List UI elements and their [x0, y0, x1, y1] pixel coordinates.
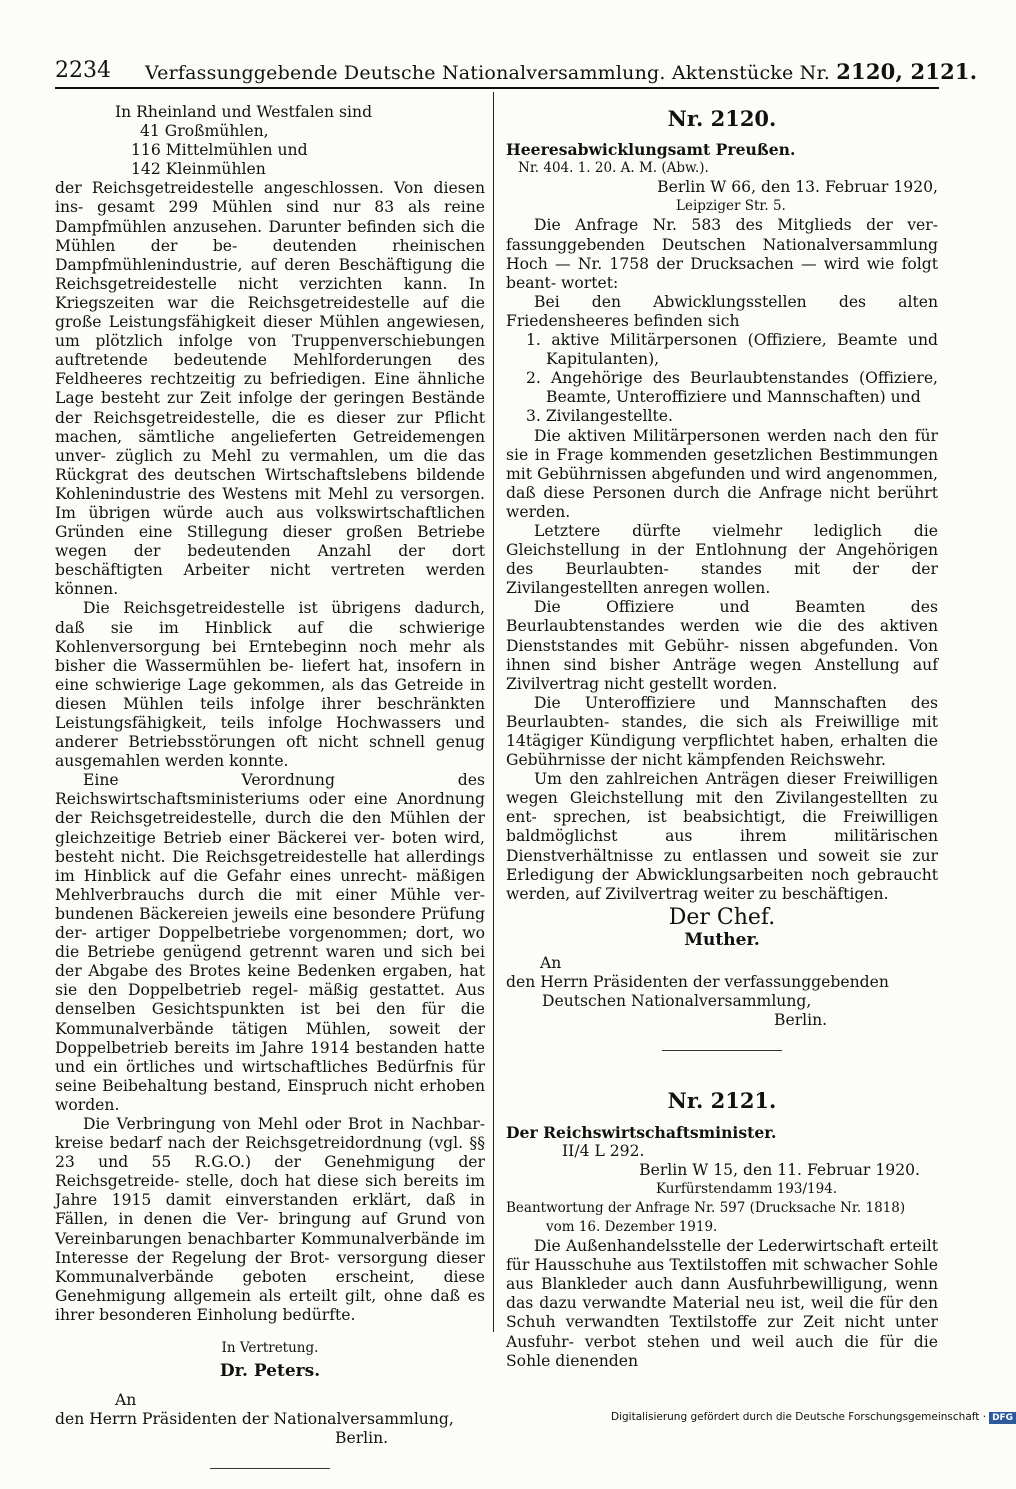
paragraph: Die Reichsgetreidestelle ist übrigens dadurch, daß sie im Hinblick auf die schwierige Kohlenversorgung bei Erntebeginn noch mehr als bisher die Wassermühlen be- liefert hat, insofern in eine schwierige Lage gekommen, als das Getreide in diesen Mühlen teils infolge ihrer beschränkten Leistungsfähigkeit, teils infolge Hochwassers und anderer Betriebsstörungen oft nicht schnell genug ausgemahlen werden konnte.: [55, 599, 485, 771]
running-title-text: Verfassunggebende Deutsche Nationalversammlung. Aktenstücke Nr.: [145, 62, 830, 84]
chef-title: Der Chef.: [668, 904, 776, 930]
document-heading-2121: Nr. 2121.: [667, 1088, 777, 1114]
street-address: Kurfürstendamm 193/194.: [656, 1180, 838, 1197]
paragraph: Die Anfrage Nr. 583 des Mitglieds der ver- fassunggebenden Deutschen Nationalversammlung Hoch — Nr. 1758 der Drucksachen — wird wie folgt beant- wortet:: [506, 216, 938, 292]
section-separator: [210, 1468, 330, 1469]
list-item: 2. Angehörige des Beurlaubtenstandes (Offiziere, Beamte, Unteroffiziere und Mannschaften) und: [526, 369, 938, 407]
digitization-credit: [611, 1411, 1014, 1424]
list-item: 3. Zivilangestellte.: [526, 407, 673, 426]
paragraph: Um den zahlreichen Anträgen dieser Freiwilligen wegen Gleichstellung mit den Zivilangestellten zu ent- sprechen, ist beabsichtigt, die Freiwilligen baldmöglichst aus ihrem militärischen Dienstverhältnisse zu entlassen und soweit sie zur Erledigung der Abwicklungsarbeiten noch gebraucht werden, auf Zivilvertrag weiter zu beschäftigen.: [506, 770, 938, 903]
dfg-logo: DFG: [989, 1412, 1016, 1424]
office-name: Der Reichswirtschaftsminister.: [506, 1122, 777, 1142]
paragraph: Eine Verordnung des Reichswirtschaftsministeriums oder eine Anordnung der Reichsgetreidestelle, durch die den Mühlen der gleichzeitige Betrieb einer Bäckerei ver- boten wird, besteht nicht. Die Reichsgetreidestelle hat allerdings im Hinblick auf die Gefahr eines unrecht- mäßigen Mehlverbrauchs durch die mit einer Mühle ver- bundenen Bäckereien jeweils eine besondere Prüfung der- artiger Doppelbetriebe vorgenommen; dort, wo die Betriebe genügend getrennt waren und sich bei der Abgabe des Brotes keine Bedenken ergaben, hat sie den Doppelbetrieb regel- mäßig gestattet. Aus denselben Gesichtspunkten ist bei den für die Kommunalverbände tätigen Mühlen, soweit der Doppelbetrieb bereits im Jahre 1914 bestanden hatte und ein örtliches und wirtschaftliches Bedürfnis für seine Beibehaltung bestand, Einspruch nicht erhoben worden.: [55, 771, 485, 1114]
list-item: 1. aktive Militärpersonen (Offiziere, Beamte und Kapitulanten),: [526, 331, 938, 369]
mill-count-medium: 116 Mittelmühlen und: [131, 141, 308, 160]
address-an: An: [540, 954, 562, 973]
office-name: Heeresabwicklungsamt Preußen.: [506, 140, 796, 160]
credit-text: Digitalisierung gefördert durch die Deutsche Forschungsgemeinschaft ·: [611, 1411, 987, 1423]
reference-number: II/4 L 292.: [562, 1141, 645, 1160]
paragraph: Die Verbringung von Mehl oder Brot in Nachbar- kreise bedarf nach der Reichsgetreidordnung (vgl. §§ 23 und 55 R.G.O.) der Genehmigung der Reichsgetreide- stelle, doch hat diese sich bereits im Jahre 1915 damit einverstanden erklärt, daß in Fällen, in denen die Ver- bringung auf Grund von Vereinbarungen benachbarter Kommunalverbände im Interesse der Regelung der Brot- versorgung dieser Kommunalverbände geboten erscheint, diese Genehmigung allgemein als erteilt gilt, ohne daß es ihrer besonderen Einholung bedürfte.: [55, 1114, 485, 1324]
address-city: Berlin.: [335, 1429, 389, 1448]
mill-count-small: 142 Kleinmühlen: [131, 160, 266, 179]
paragraph: Die Außenhandelsstelle der Lederwirtschaft erteilt für Hausschuhe aus Textilstoffen mit schwacher Sohle aus Blankleder auch dann Ausfuhrbewilligung, wenn das dazu verwandte Material neu ist, weil die für den Schuh verwandten Textilstoffe zur Zeit nicht unter Ausfuhr- verbot stehen und weil auch die für die Sohle dienenden: [506, 1237, 938, 1370]
mill-count-large: 41 Großmühlen,: [140, 122, 269, 141]
column-divider: [493, 92, 494, 1332]
header-rule: [55, 87, 939, 89]
paragraph: Die Offiziere und Beamten des Beurlaubtenstandes werden wie die des aktiven Dienststandes mit Gebühr- nissen abgefunden. Von ihnen sind bisher Anträge wegen Anstellung auf Zivilvertrag nicht gestellt worden.: [506, 598, 938, 693]
paragraph: Die aktiven Militärpersonen werden nach den für sie in Frage kommenden gesetzlichen Bestimmungen mit Gebührnissen abgefunden und wird angenommen, daß diese Personen durch die Anfrage nicht berührt werden.: [506, 426, 938, 521]
page-number: 2234: [55, 58, 111, 83]
address-city: Berlin.: [774, 1011, 828, 1030]
section-separator: [662, 1050, 782, 1051]
place-date: Berlin W 66, den 13. Februar 1920,: [657, 178, 938, 197]
in-vertretung: In Vertretung.: [221, 1340, 319, 1356]
paragraph: Bei den Abwicklungsstellen des alten Friedensheeres befinden sich: [506, 292, 938, 330]
street-address: Leipziger Str. 5.: [676, 198, 786, 215]
signature-peters: Dr. Peters.: [219, 1361, 321, 1382]
reply-date: vom 16. Dezember 1919.: [546, 1218, 718, 1235]
running-header: [0, 56, 1000, 86]
reference-number: Nr. 404. 1. 20. A. M. (Abw.).: [518, 160, 709, 177]
mills-intro: In Rheinland und Westfalen sind: [115, 103, 373, 121]
paragraph: Die Unteroffiziere und Mannschaften des Beurlaubten- standes, die sich als Freiwillige mit 14tägiger Kündigung verpflichtet haben, erhalten die Gebührnisse der nicht kämpfenden Reichswehr.: [506, 693, 938, 770]
reply-reference: Beantwortung der Anfrage Nr. 597 (Drucksache Nr. 1818): [506, 1199, 906, 1216]
paragraph: der Reichsgetreidestelle angeschlossen. Von diesen ins- gesamt 299 Mühlen sind nur 83 als reine Dampfmühlen anzusehen. Darunter befinden sich die Mühlen der be- deutenden rheinischen Dampfmühlenindustrie, auf deren Beschäftigung die Reichsgetreidestelle nicht verzichten kann. In Kriegszeiten war die Reichsgetreidestelle auf die große Leistungsfähigkeit dieser Mühlen angewiesen, um plötzlich infolge von Truppenverschiebungen auftretende bedeutende Mehlforderungen des Feldheeres rechtzeitig zu befriedigen. Eine ähnliche Lage besteht zur Zeit infolge der geringen Bestände der Reichsgetreidestelle, die es dieser zur Pflicht machen, sämtliche angelieferten Getreidemengen unver- züglich zu Mehl zu vermahlen, um die das Rückgrat des deutschen Wirtschaftslebens bildende Kohlenindustrie des Westens mit Mehl zu versorgen. Im übrigen würde auch aus volkswirtschaftlichen Gründen eine Stillegung dieser großen Betriebe wegen der bedeutenden Anzahl der dort beschäftigten Arbeiter nicht vertreten werden können.: [55, 179, 485, 599]
document-heading-2120: Nr. 2120.: [667, 106, 777, 131]
right-column: [506, 103, 938, 1371]
left-column: [55, 103, 485, 1489]
running-title: [145, 59, 977, 84]
document-numbers: 2120, 2121.: [836, 59, 978, 84]
address-an: An: [115, 1391, 137, 1410]
addressee-line2: Deutschen Nationalversammlung,: [542, 992, 812, 1011]
addressee: den Herrn Präsidenten der Nationalversammlung,: [55, 1410, 454, 1429]
signature-muther: Muther.: [684, 929, 760, 950]
paragraph: Letztere dürfte vielmehr lediglich die Gleichstellung in der Entlohnung der Angehörigen des Beurlaubten- standes mit der der Zivilangestellten anregen wollen.: [506, 521, 938, 598]
place-date: Berlin W 15, den 11. Februar 1920.: [639, 1160, 920, 1179]
addressee: den Herrn Präsidenten der verfassunggebenden: [506, 973, 889, 992]
